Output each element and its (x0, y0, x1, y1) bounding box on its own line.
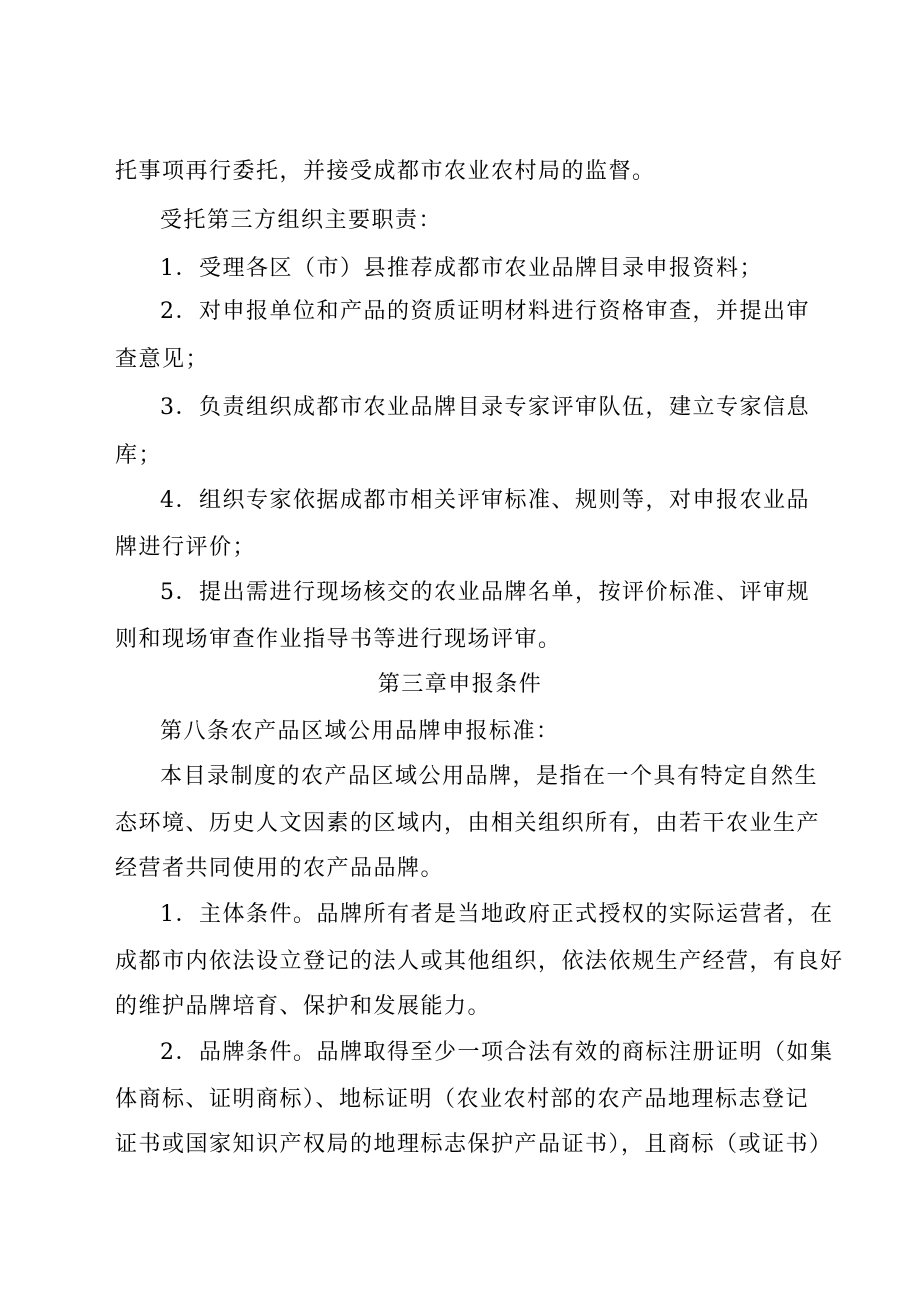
list-item-5: 5．提出需进行现场核交的农业品牌名单，按评价标准、评审规 (160, 580, 810, 605)
paragraph-line: 成都市内依法设立登记的法人或其他组织，依法依规生产经营，有良好 (115, 949, 844, 974)
paragraph-line: 体商标、证明商标）、地标证明（农业农村部的农产品地理标志登记 (115, 1087, 810, 1112)
paragraph-line: 证书或国家知识产权局的地理标志保护产品证书），且商标（或证书） (115, 1132, 833, 1157)
list-item-2: 2．品牌条件。品牌取得至少一项合法有效的商标注册证明（如集 (160, 1040, 834, 1065)
paragraph-line: 经营者共同使用的农产品品牌。 (115, 856, 445, 881)
list-item-4: 4．组织专家依据成都市相关评审标准、规则等，对申报农业品 (160, 488, 810, 513)
paragraph-line: 库； (115, 443, 163, 468)
article-heading: 第八条农产品区域公用品牌申报标准： (160, 719, 560, 744)
list-item-3: 3．负责组织成都市农业品牌目录专家评审队伍，建立专家信息 (160, 395, 810, 420)
chapter-heading: 第三章申报条件 (377, 672, 543, 697)
paragraph-line: 牌进行评价； (115, 535, 257, 560)
list-item-2: 2．对申报单位和产品的资质证明材料进行资格审查，并提出审 (160, 299, 810, 324)
list-item-1: 1．受理各区（市）县推荐成都市农业品牌目录申报资料； (160, 256, 763, 281)
paragraph-line: 的维护品牌培育、保护和发展能力。 (115, 994, 492, 1019)
paragraph-line: 则和现场审查作业指导书等进行现场评审。 (115, 627, 562, 652)
paragraph-line: 查意见； (115, 347, 210, 372)
paragraph-line: 受托第三方组织主要职责： (160, 208, 443, 233)
paragraph-line: 态环境、历史人文因素的区域内，由相关组织所有，由若干农业生产 (115, 811, 821, 836)
paragraph-line: 本目录制度的农产品区域公用品牌，是指在一个具有特定自然生 (160, 764, 819, 789)
paragraph-line: 托事项再行委托，并接受成都市农业农村局的监督。 (115, 159, 656, 184)
list-item-1: 1．主体条件。品牌所有者是当地政府正式授权的实际运营者，在 (160, 902, 834, 927)
